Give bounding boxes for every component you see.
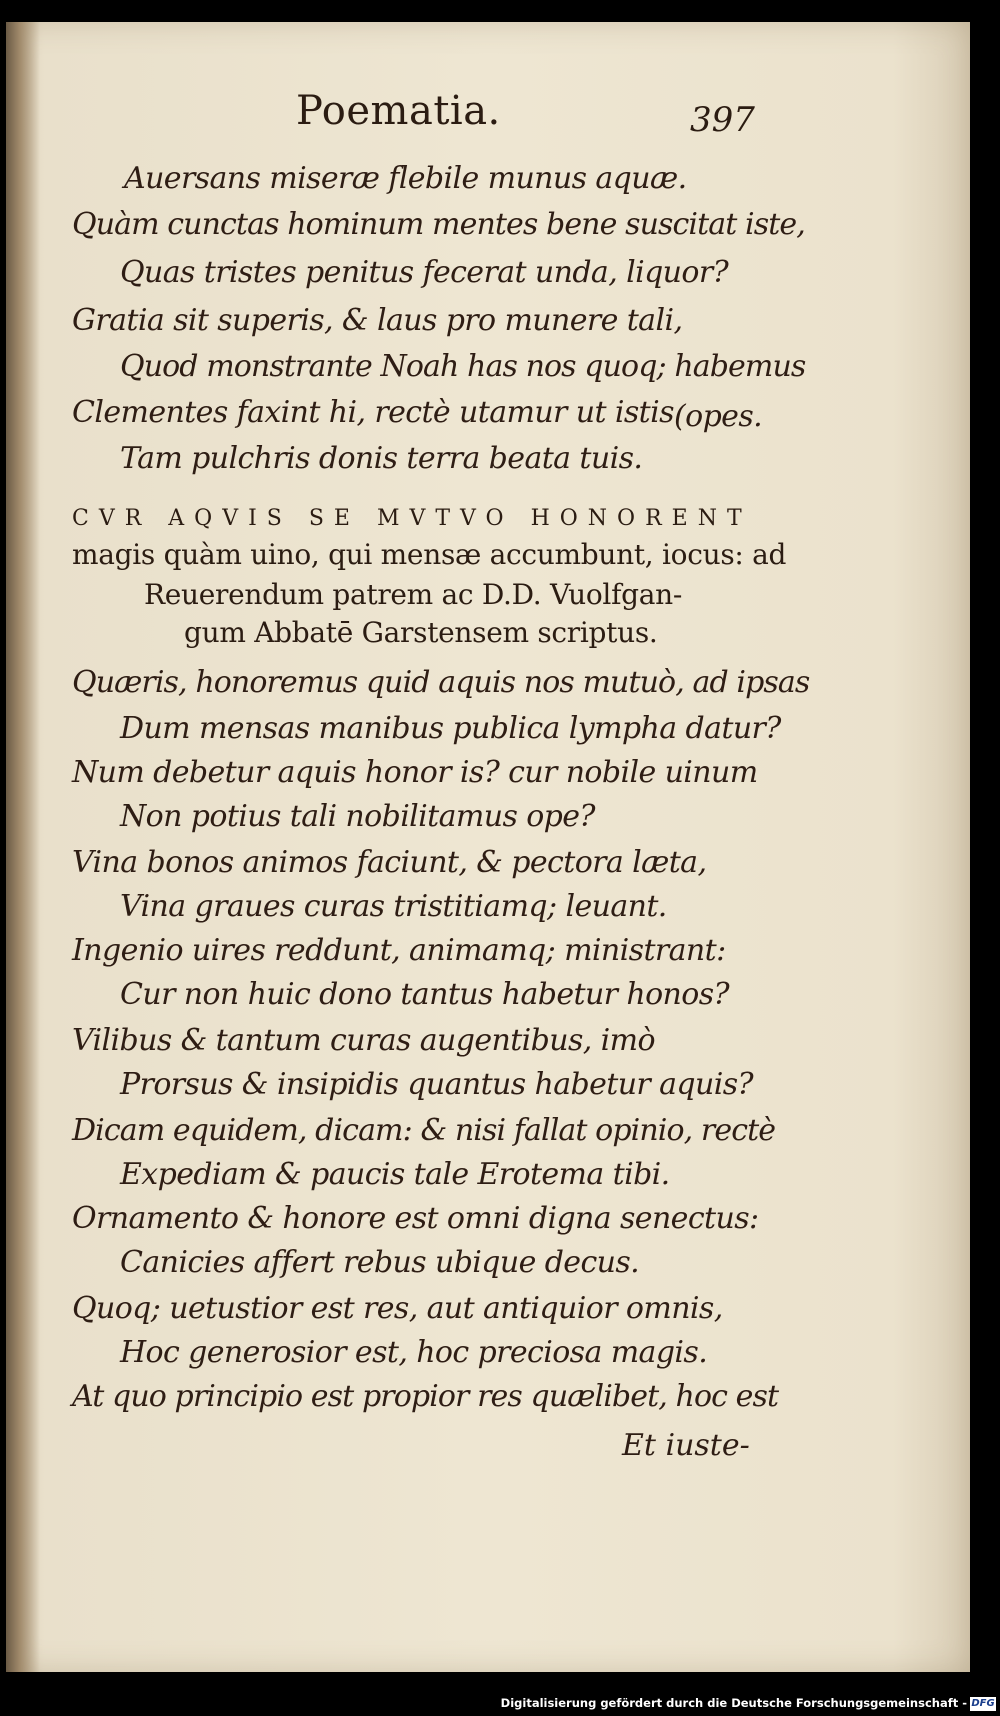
dfg-logo: DFG [971,1698,995,1709]
verse-line: Clementes faxint hi, rectè utamur ut istis [72,395,674,430]
verse-line: Canicies affert rebus ubique decus. [120,1245,640,1280]
verse-line: Quàm cunctas hominum mentes bene suscitat iste, [72,207,805,242]
verse-line: Ingenio uires reddunt, animamq; ministrant: [72,933,726,968]
verse-line: Quæris, honoremus quid aquis nos mutuò, ad ipsas [72,665,810,700]
verse-line: Vilibus & tantum curas augentibus, imò [72,1023,655,1058]
verse-line: Quod monstrante Noah has nos quoq; habemus [120,349,806,384]
page-text [6,22,970,1672]
page-number: 397 [690,100,755,140]
verse-line: Cur non huic dono tantus habetur honos? [120,977,729,1012]
running-head: Poematia. [296,88,501,134]
verse-line: Ornamento & honore est omni digna senectus: [72,1201,759,1236]
verse-line: Non potius tali nobilitamus ope? [120,799,595,834]
verse-line: Num debetur aquis honor is? cur nobile uinum [72,755,758,790]
verse-line: Tam pulchris donis terra beata tuis. [120,441,643,476]
verse-line: Auersans miseræ flebile munus aquæ. [124,161,687,196]
verse-turnover: (opes. [674,399,763,434]
poem-title-caps: CVR AQVIS SE MVTVO HONORENT [72,506,752,531]
verse-line: Hoc generosior est, hoc preciosa magis. [120,1335,708,1370]
verse-line: Dicam equidem, dicam: & nisi fallat opinio, rectè [72,1113,776,1148]
book-page [6,22,970,1672]
poem-title-line: magis quàm uino, qui mensæ accumbunt, iocus: ad [72,538,787,571]
poem-title-line: Reuerendum patrem ac D.D. Vuolfgan- [144,578,683,611]
verse-line: At quo principio est propior res quælibet, hoc est [72,1379,779,1414]
verse-line: Quas tristes penitus fecerat unda, liquor? [120,255,729,290]
verse-line: Quoq; uetustior est res, aut antiquior omnis, [72,1291,723,1326]
poem-title-line: gum Abbatē Garstensem scriptus. [184,616,658,649]
verse-line: Vina graues curas tristitiamq; leuant. [120,889,667,924]
digitization-footer [0,1693,1000,1716]
verse-line: Gratia sit superis, & laus pro munere tali, [72,303,683,338]
verse-line: Expediam & paucis tale Erotema tibi. [120,1157,670,1192]
verse-line: Prorsus & insipidis quantus habetur aquis? [120,1067,753,1102]
footer-credit: Digitalisierung gefördert durch die Deutsche Forschungsgemeinschaft - [500,1696,967,1710]
catchword: Et iuste- [622,1428,750,1463]
verse-line: Dum mensas manibus publica lympha datur? [120,711,781,746]
verse-line: Vina bonos animos faciunt, & pectora læta, [72,845,707,880]
